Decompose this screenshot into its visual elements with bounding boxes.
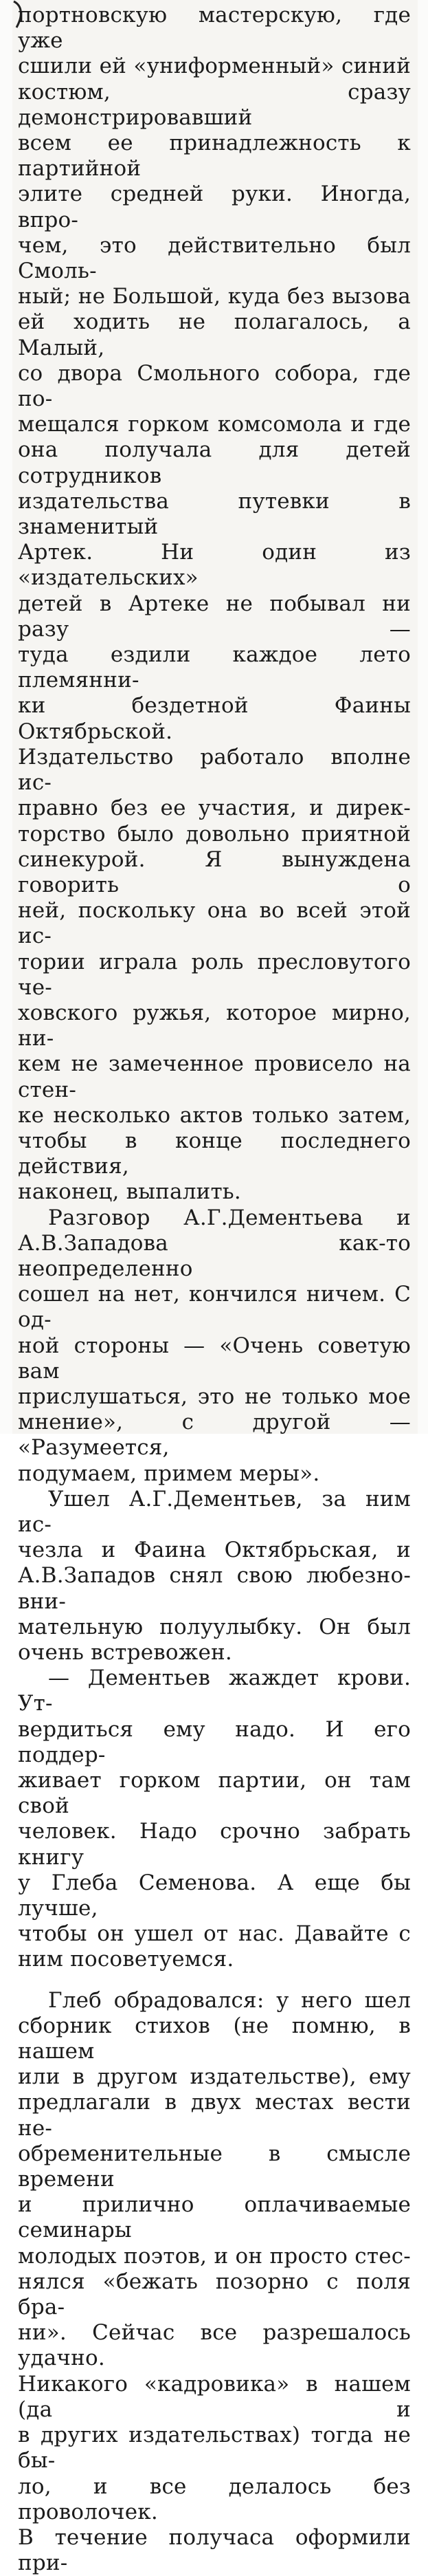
text-line: Никакого «кадровика» в нашем (да и xyxy=(18,2371,411,2422)
text-line: чем, это действительно был Смоль- xyxy=(18,232,411,284)
text-line: В течение получаса оформили при- xyxy=(18,2524,411,2576)
text-line: прислушаться, это не только мое xyxy=(18,1384,411,1409)
text-line: ней, поскольку она во всей этой ис- xyxy=(18,898,411,949)
text-line: очень встревожен. xyxy=(18,1640,232,1665)
text-line: или в другом издательстве), ему xyxy=(18,2064,411,2090)
text-line: человек. Надо срочно забрать книгу xyxy=(18,1819,411,1870)
text-line: правно без ее участия, и дирек- xyxy=(18,796,411,821)
text-line: ло, и все делалось без проволочек. xyxy=(18,2474,411,2524)
text-line: ный; не Большой, куда без вызова xyxy=(18,284,411,309)
text-line: обременительные в смысле времени xyxy=(18,2141,411,2192)
text-line: всем ее принадлежность к партийной xyxy=(18,131,411,182)
paragraph-3 xyxy=(18,1487,411,1666)
text-line: детей в Артеке не побывал ни разу — xyxy=(18,591,411,642)
text-line: тории играла роль пресловутого че- xyxy=(18,949,411,1000)
text-line: элите средней руки. Иногда, впро- xyxy=(18,182,411,232)
text-line: ни». Сейчас все разрешалось удачно. xyxy=(18,2320,411,2371)
text-line: ховского ружья, которое мирно, ни- xyxy=(18,1000,411,1051)
text-line: чезла и Фаина Октябрьская, и xyxy=(18,1538,411,1563)
text-line: в других издательствах) тогда не бы- xyxy=(18,2423,411,2474)
paragraph-2 xyxy=(18,1205,411,1487)
text-line: вердиться ему надо. И его поддер- xyxy=(18,1716,411,1767)
text-line: сшили ей «униформенный» синий xyxy=(18,54,411,79)
text-line: сошел на нет, кончился ничем. С од- xyxy=(18,1282,411,1333)
text-line: она получала для детей сотрудников xyxy=(18,437,411,488)
text-line: Артек. Ни один из «издательских» xyxy=(18,540,411,591)
paragraph-1 xyxy=(18,3,411,1205)
text-line: чтобы он ушел от нас. Давайте с xyxy=(18,1921,411,1947)
paragraph-5 xyxy=(18,1988,411,2576)
text-line: мнение», с другой — «Разумеется, xyxy=(18,1410,411,1461)
text-line: синекурой. Я вынуждена говорить о xyxy=(18,847,411,897)
text-line: портновскую мастерскую, где уже xyxy=(18,3,411,54)
article-column xyxy=(18,3,411,2576)
text-line: живает горком партии, он там свой xyxy=(18,1768,411,1819)
text-line: сборник стихов (не помню, в нашем xyxy=(18,2013,411,2064)
text-line: Ушел А.Г.Дементьев, за ним ис- xyxy=(18,1486,411,1537)
text-line: со двора Смольного собора, где по- xyxy=(18,360,411,412)
text-line: наконец, выпалить. xyxy=(18,1179,241,1205)
text-line: ним посоветуемся. xyxy=(18,1947,234,1972)
text-line: у Глеба Семенова. А еще бы лучше, xyxy=(18,1870,411,1921)
paragraph-4 xyxy=(18,1666,411,1972)
text-line: ки бездетной Фаины Октябрьской. xyxy=(18,693,411,744)
text-line: костюм, сразу демонстрировавший xyxy=(18,79,411,130)
text-line: предлагали в двух местах вести не- xyxy=(18,2090,411,2141)
paragraph-gap xyxy=(18,1973,411,1988)
text-line: кем не замеченное провисело на стен- xyxy=(18,1051,411,1102)
text-line: Разговор А.Г.Дементьева и xyxy=(48,1205,411,1230)
text-line: нялся «бежать позорно с поля бра- xyxy=(18,2269,411,2320)
text-line: — Дементьев жаждет крови. Ут- xyxy=(18,1666,411,1716)
text-line: Глеб обрадовался: у него шел xyxy=(48,1987,411,2013)
text-line: и прилично оплачиваемые семинары xyxy=(18,2192,411,2243)
text-line: подумаем, примем меры». xyxy=(18,1461,320,1486)
text-line: туда ездили каждое лето племянни- xyxy=(18,642,411,693)
text-line: издательства путевки в знаменитый xyxy=(18,488,411,540)
text-line: чтобы в конце последнего действия, xyxy=(18,1128,411,1179)
text-line: ке несколько актов только затем, xyxy=(18,1102,411,1128)
text-line: мещался горком комсомола и где xyxy=(18,412,411,437)
text-line: ей ходить не полагалось, а Малый, xyxy=(18,309,411,360)
text-line: А.В.Западова как-то неопределенно xyxy=(18,1230,411,1281)
text-line: Издательство работало вполне ис- xyxy=(18,744,411,796)
text-line: торство было довольно приятной xyxy=(18,821,411,847)
text-line: мательную полуулыбку. Он был xyxy=(18,1614,411,1639)
text-line: молодых поэтов, и он просто стес- xyxy=(18,2243,411,2269)
text-line: А.В.Западов снял свою любезно-вни- xyxy=(18,1563,411,1614)
text-line: ной стороны — «Очень советую вам xyxy=(18,1333,411,1384)
